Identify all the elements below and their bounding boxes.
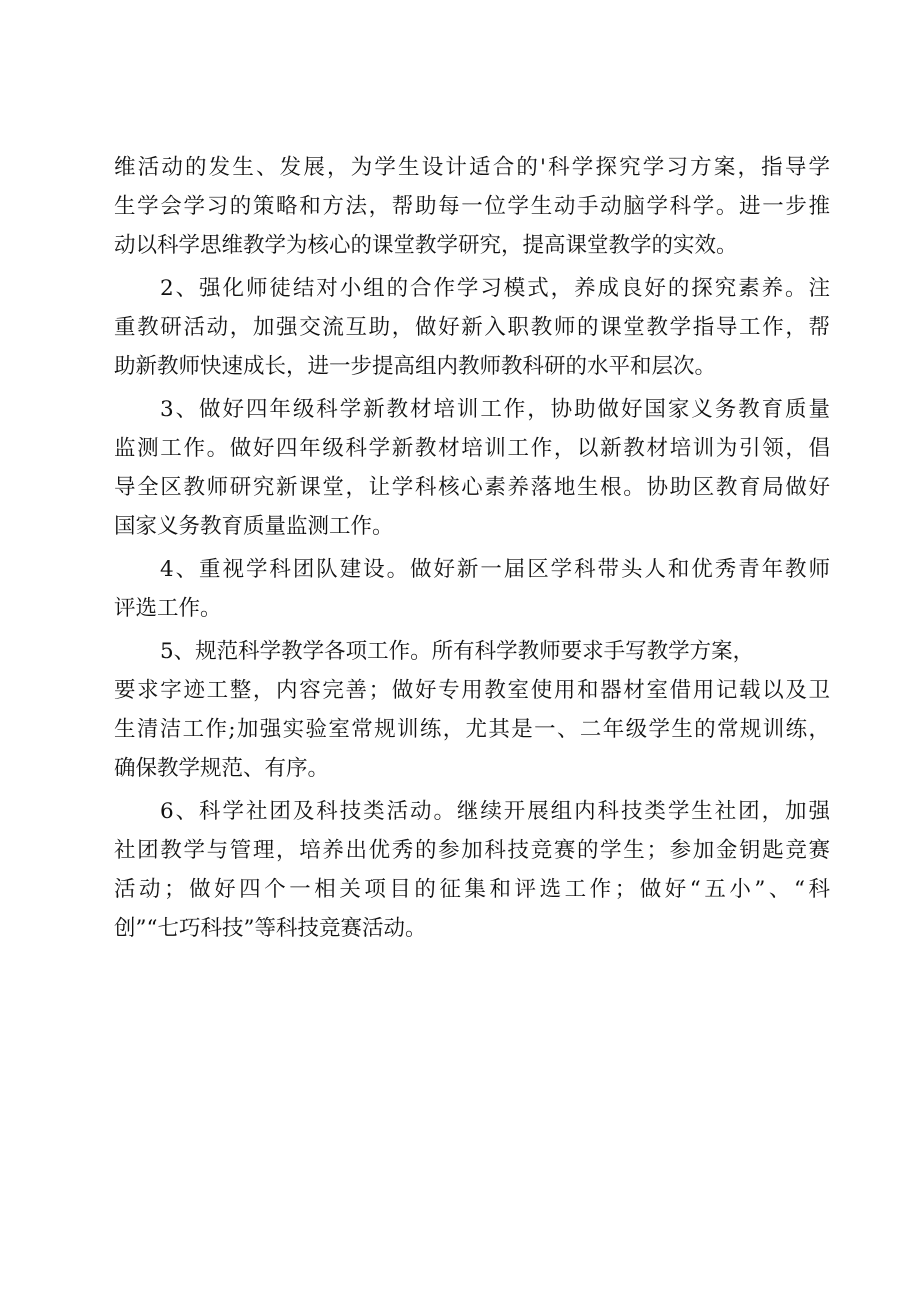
text-line: 维活动的发生、发展，为学生设计适合的'科学探究学习方案，指导学 (114, 155, 830, 180)
paragraph-3 (114, 390, 830, 546)
paragraph-5 (114, 632, 830, 788)
text-line: 导全区教师研究新课堂，让学科核心素养落地生根。协助区教育局做好 (114, 475, 830, 500)
document-body (114, 148, 830, 948)
paragraph-4 (114, 550, 830, 628)
text-line: 5、规范科学教学各项工作。所有科学教师要求手写教学方案， (160, 639, 755, 664)
paragraph-2 (114, 269, 830, 386)
text-line: 助新教师快速成长，进一步提高组内教师教科研的水平和层次。 (114, 354, 717, 379)
text-line: 要求字迹工整，内容完善；做好专用教室使用和器材室借用记载以及卫 (114, 678, 830, 703)
text-line: 国家义务教育质量监测工作。 (114, 514, 394, 539)
paragraph-6 (114, 792, 830, 948)
text-line: 动以科学思维教学为核心的课堂教学研究，提高课堂教学的实效。 (114, 233, 738, 258)
text-line: 生学会学习的策略和方法，帮助每一位学生动手动脑学科学。进一步推 (114, 194, 830, 219)
text-line: 确保教学规范、有序。 (114, 756, 330, 781)
paragraph-1 (114, 148, 830, 265)
text-line: 6、科学社团及科技类活动。继续开展组内科技类学生社团，加强 (160, 799, 830, 824)
text-line: 3、做好四年级科学新教材培训工作，协助做好国家义务教育质量 (160, 397, 830, 422)
text-line: 4、重视学科团队建设。做好新一届区学科带头人和优秀青年教师 (160, 557, 830, 582)
text-line: 2、强化师徒结对小组的合作学习模式，养成良好的探究素养。注 (160, 276, 830, 301)
text-line: 重教研活动，加强交流互助，做好新入职教师的课堂教学指导工作，帮 (114, 315, 830, 340)
text-line: 活动；做好四个一相关项目的征集和评选工作；做好“五小”、“科 (114, 877, 830, 902)
text-line: 创”“七巧科技”等科技竞赛活动。 (114, 916, 427, 941)
text-line: 评选工作。 (114, 596, 222, 621)
text-line: 监测工作。做好四年级科学新教材培训工作，以新教材培训为引领，倡 (114, 436, 830, 461)
text-line: 社团教学与管理，培养出优秀的参加科技竞赛的学生；参加金钥匙竞赛 (114, 838, 830, 863)
text-line: 生清洁工作;加强实验室常规训练，尤其是一、二年级学生的常规训练， (114, 717, 830, 742)
